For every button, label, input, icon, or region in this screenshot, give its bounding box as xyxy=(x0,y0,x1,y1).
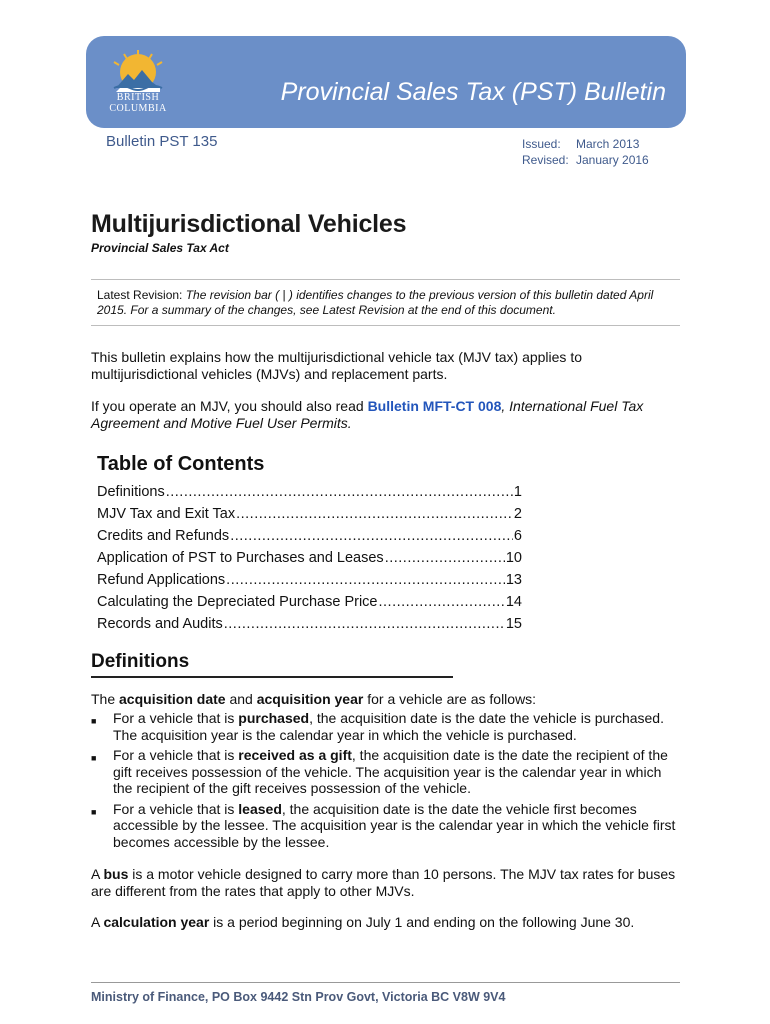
toc-item-label: Application of PST to Purchases and Leases xyxy=(97,550,384,566)
acq-term-date: acquisition date xyxy=(119,691,226,707)
toc-leader-dots xyxy=(226,572,505,588)
definitions-underline xyxy=(91,676,453,678)
footer-divider xyxy=(91,982,680,983)
toc-item-page: 6 xyxy=(513,528,522,544)
toc-item[interactable] xyxy=(97,506,522,528)
bullet-post: , the acquisition date is the date the recipient of the gift receives possession of the vehicle. The acquisition year is the calendar year in which the recipient of the gift receives possession of the vehicle. xyxy=(113,747,668,796)
intro-paragraph: This bulletin explains how the multijurisdictional vehicle tax (MJV tax) applies to multijurisdictional vehicles (MJVs) and replacement parts. xyxy=(91,349,582,382)
bulletin-link[interactable]: Bulletin MFT-CT 008 xyxy=(367,398,502,414)
calc-text-1: A xyxy=(91,914,104,930)
bus-definition xyxy=(91,866,681,900)
toc-item-label: Refund Applications xyxy=(97,572,226,588)
bullet-pre: For a vehicle that is xyxy=(113,747,239,763)
toc-item-page: 15 xyxy=(505,616,522,632)
calc-text-2: is a period beginning on July 1 and ending on the following June 30. xyxy=(209,914,635,930)
toc-leader-dots xyxy=(166,484,513,500)
toc-leader-dots xyxy=(224,616,505,632)
toc-item-label: Definitions xyxy=(97,484,165,500)
bullet-square-icon: ■ xyxy=(91,753,97,763)
toc-item[interactable] xyxy=(97,484,522,506)
bus-text-1: A xyxy=(91,866,104,882)
document-title: Multijurisdictional Vehicles xyxy=(91,210,407,238)
toc-item-page: 13 xyxy=(505,572,522,588)
bullet-post: , the acquisition date is the date the vehicle first becomes accessible by the lessee. The acquisition year is the calendar year in which the vehicle first becomes accessible by the lessee. xyxy=(113,800,676,850)
bullet-text xyxy=(113,710,681,743)
acquisition-bullets xyxy=(91,710,681,854)
toc-item-label: MJV Tax and Exit Tax xyxy=(97,506,236,522)
toc-leader-dots xyxy=(230,528,513,544)
latest-revision-note xyxy=(97,288,677,318)
toc-item-page: 1 xyxy=(513,484,522,500)
table-of-contents xyxy=(97,484,522,638)
toc-item-page: 10 xyxy=(505,550,522,566)
logo-line-columbia: COLUMBIA xyxy=(109,103,167,114)
acq-text-3: for a vehicle are as follows: xyxy=(363,691,537,707)
bullet-term: purchased xyxy=(238,710,310,726)
read-also-paragraph xyxy=(91,398,681,432)
toc-leader-dots xyxy=(385,550,505,566)
bullet-pre: For a vehicle that is xyxy=(113,710,239,726)
acq-term-year: acquisition year xyxy=(256,691,364,707)
toc-item-label: Records and Audits xyxy=(97,616,223,632)
calc-term: calculation year xyxy=(103,914,210,930)
bulletin-banner-title: Provincial Sales Tax (PST) Bulletin xyxy=(280,78,666,106)
toc-item-label: Credits and Refunds xyxy=(97,528,230,544)
issued-value: March 2013 xyxy=(576,137,640,151)
toc-item[interactable] xyxy=(97,594,522,616)
logo-line-british: BRITISH xyxy=(116,92,160,103)
toc-item[interactable] xyxy=(97,550,522,572)
divider-bottom xyxy=(91,325,680,326)
bullet-square-icon: ■ xyxy=(91,716,97,726)
read-suffix: , International Fuel Tax Agreement and Motive Fuel User Permits. xyxy=(91,398,644,431)
document-subtitle: Provincial Sales Tax Act xyxy=(91,241,229,255)
toc-leader-dots xyxy=(236,506,513,522)
toc-item[interactable] xyxy=(97,572,522,594)
toc-title: Table of Contents xyxy=(97,453,265,475)
revised-label: Revised: xyxy=(522,153,569,167)
issue-dates xyxy=(522,136,649,168)
sun-mountain-icon xyxy=(100,48,176,94)
acq-text-1: The xyxy=(91,691,120,707)
toc-item[interactable] xyxy=(97,528,522,550)
bullet-term: leased xyxy=(238,800,282,817)
calculation-year-definition xyxy=(91,914,681,931)
toc-item-page: 2 xyxy=(513,506,522,522)
bc-logo xyxy=(100,48,176,126)
list-item xyxy=(91,801,681,851)
bulletin-number: Bulletin PST 135 xyxy=(106,133,218,150)
revision-text: The revision bar ( | ) identifies changes to the previous version of this bulletin dated April 2015. For a summary of the changes, see Latest Revision at the end of this document. xyxy=(97,288,654,317)
bullet-square-icon: ■ xyxy=(91,806,97,817)
revised-value: January 2016 xyxy=(576,153,649,167)
acquisition-intro xyxy=(91,691,681,708)
divider-top xyxy=(91,279,680,280)
issued-label: Issued: xyxy=(522,137,561,151)
bullet-term: received as a gift xyxy=(238,747,352,763)
toc-item[interactable] xyxy=(97,616,522,638)
toc-item-label: Calculating the Depreciated Purchase Price xyxy=(97,594,378,610)
bullet-post: , the acquisition date is the date the vehicle is purchased. The acquisition year is the calendar year in which the vehicle is purchased. xyxy=(113,710,664,743)
toc-item-page: 14 xyxy=(505,594,522,610)
footer-address: Ministry of Finance, PO Box 9442 Stn Prov Govt, Victoria BC V8W 9V4 xyxy=(91,990,506,1004)
toc-leader-dots xyxy=(378,594,504,610)
bullet-pre: For a vehicle that is xyxy=(113,800,239,817)
definitions-heading: Definitions xyxy=(91,651,190,672)
bullet-text xyxy=(113,801,681,851)
list-item xyxy=(91,747,681,797)
read-prefix: If you operate an MJV, you should also read xyxy=(91,398,368,414)
bus-text-2: is a motor vehicle designed to carry more than 10 persons. The MJV tax rates for buses are different from the rates that apply to other MJVs. xyxy=(91,866,676,899)
revision-prefix: Latest Revision: xyxy=(97,288,186,302)
bullet-text xyxy=(113,747,681,797)
list-item xyxy=(91,710,681,743)
acq-text-2: and xyxy=(225,691,257,707)
bus-term: bus xyxy=(103,866,129,882)
